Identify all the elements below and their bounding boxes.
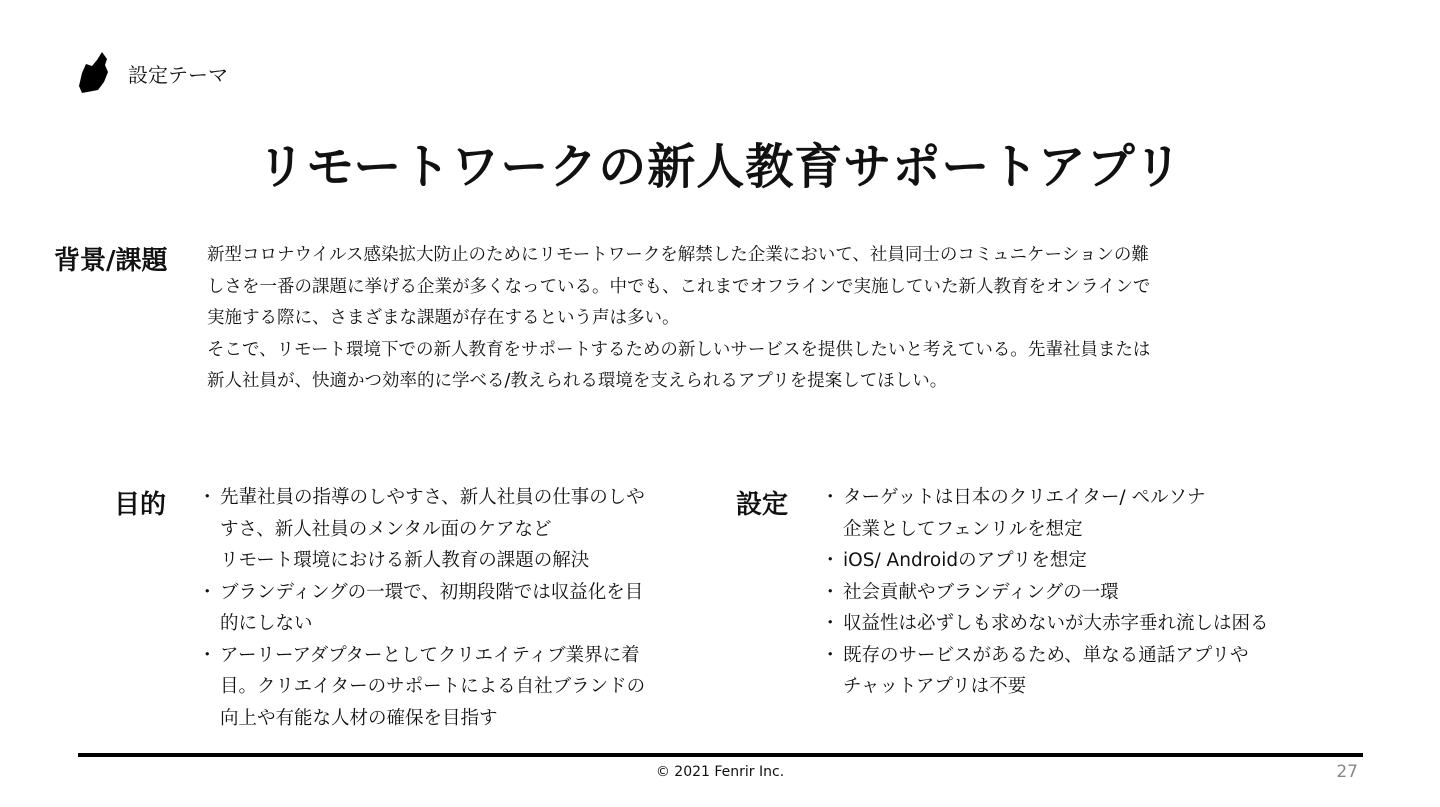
theme-label: 設定テーマ: [128, 62, 228, 87]
footer-divider: [78, 753, 1363, 757]
list-item-line: 向上や有能な人材の確保を目指す: [220, 707, 498, 729]
list-item: [198, 577, 698, 640]
list-item: [198, 482, 698, 577]
list-item-line: 的にしない: [220, 613, 313, 634]
page-number: 27: [1336, 762, 1358, 782]
list-item-line: 収益性は必ずしも求めないが大赤字垂れ流しは困る: [843, 613, 1269, 634]
list-item: [821, 482, 1321, 545]
copyright-text: © 2021 Fenrir Inc.: [655, 764, 785, 780]
list-item: [821, 545, 1321, 577]
background-heading: 背景/課題: [54, 246, 168, 276]
list-item-line: チャットアプリは不要: [843, 676, 1027, 697]
list-item-line: ブランディングの一環で、初期段階では収益化を目: [220, 581, 644, 603]
list-item-line: 既存のサービスがあるため、単なる通話アプリや: [843, 644, 1249, 666]
purpose-heading: 目的: [114, 490, 167, 520]
list-item-line: 社会貢献やブランディングの一環: [843, 581, 1119, 603]
settings-list: [821, 482, 1321, 703]
bullet-icon: ・: [821, 550, 840, 571]
list-item-line: リモート環境における新人教育の課題の解決: [220, 550, 590, 571]
list-item-line: ターゲットは日本のクリエイター/ ペルソナ: [843, 487, 1206, 508]
bullet-icon: ・: [821, 644, 840, 666]
bullet-icon: ・: [198, 487, 217, 508]
list-item-line: 企業としてフェンリルを想定: [843, 518, 1083, 540]
settings-heading: 設定: [736, 490, 789, 520]
background-line: 新型コロナウイルス感染拡大防止のためにリモートワークを解禁した企業において、社員同士のコミュニケーションの難: [207, 245, 1149, 265]
bullet-icon: ・: [198, 644, 217, 666]
list-item: [821, 577, 1321, 609]
page-title: リモートワークの新人教育サポートアプリ: [257, 139, 1183, 195]
bullet-icon: ・: [198, 581, 217, 603]
list-item: [821, 640, 1321, 703]
list-item-line: 先輩社員の指導のしやすさ、新人社員の仕事のしや: [220, 487, 645, 508]
slide-header: [78, 52, 228, 94]
list-item-line: アーリーアダプターとしてクリエイティブ業界に着: [220, 644, 640, 666]
list-item-line: すさ、新人社員のメンタル面のケアなど: [220, 518, 552, 540]
background-body: [207, 240, 1317, 398]
background-line: そこで、リモート環境下での新人教育をサポートするための新しいサービスを提供したいと考えている。先輩社員または: [207, 339, 1151, 360]
background-line: 新人社員が、快適かつ効率的に学べる/教えられる環境を支えられるアプリを提案してほしい。: [207, 371, 948, 391]
list-item: [821, 608, 1321, 640]
background-line: 実施する際に、さまざまな課題が存在するという声は多い。: [207, 308, 680, 328]
bullet-icon: ・: [821, 613, 840, 634]
list-item: [198, 640, 698, 735]
purpose-list: [198, 482, 698, 734]
bullet-icon: ・: [821, 487, 840, 508]
background-line: しさを一番の課題に挙げる企業が多くなっている。中でも、これまでオフラインで実施していた新人教育をオンラインで: [207, 276, 1151, 297]
fenrir-wolf-logo-icon: [78, 52, 110, 94]
list-item-line: 目。クリエイターのサポートによる自社ブランドの: [220, 676, 646, 697]
list-item-line: iOS/ Androidのアプリを想定: [843, 550, 1087, 571]
bullet-icon: ・: [821, 581, 840, 603]
